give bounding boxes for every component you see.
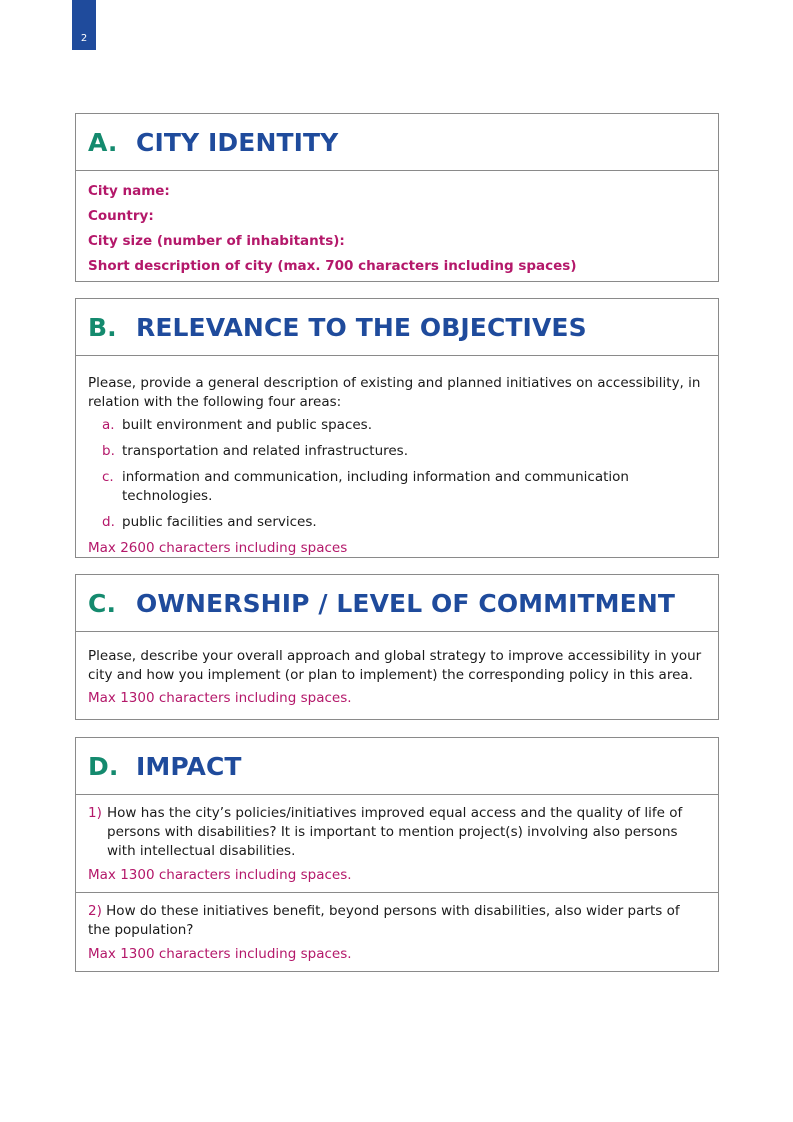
section-a-header <box>76 114 718 171</box>
section-a-letter: A. <box>88 127 118 157</box>
list-text: built environment and public spaces. <box>122 417 373 433</box>
section-b-title: RELEVANCE TO THE OBJECTIVES <box>136 312 587 342</box>
section-d-header <box>76 738 718 795</box>
section-c-title: OWNERSHIP / LEVEL OF COMMITMENT <box>136 588 676 618</box>
section-c-box <box>75 574 719 720</box>
section-a-title: CITY IDENTITY <box>136 127 339 157</box>
list-item <box>88 416 706 435</box>
list-item <box>88 513 706 532</box>
list-text: transportation and related infrastructures. <box>122 443 409 459</box>
section-c-letter: C. <box>88 588 117 618</box>
list-item <box>88 442 706 461</box>
list-marker: d. <box>102 514 115 530</box>
field-city-size: City size (number of inhabitants): <box>88 233 345 249</box>
list-text: information and communication, including information and communication technologies. <box>122 469 629 504</box>
question-1-row <box>88 804 706 861</box>
section-d-title: IMPACT <box>136 751 242 781</box>
section-d-box <box>75 737 719 972</box>
section-b-body <box>76 356 718 558</box>
question-2 <box>76 892 718 964</box>
field-city-description: Short description of city (max. 700 characters including spaces) <box>88 258 577 274</box>
question-2-text: How do these initiatives benefit, beyond persons with disabilities, also wider parts of the population? <box>88 903 680 938</box>
section-a-box <box>75 113 719 282</box>
page-number-tab <box>72 0 96 50</box>
question-2-row <box>88 902 706 940</box>
question-2-limit: Max 1300 characters including spaces. <box>88 946 352 962</box>
list-text: public facilities and services. <box>122 514 317 530</box>
page-number: 2 <box>80 33 88 44</box>
field-city-name: City name: <box>88 183 170 199</box>
section-d-letter: D. <box>88 751 119 781</box>
section-b-header <box>76 299 718 356</box>
question-2-number: 2) <box>88 903 102 919</box>
question-1-limit: Max 1300 characters including spaces. <box>88 867 352 883</box>
question-1-number: 1) <box>88 805 102 821</box>
field-country: Country: <box>88 208 154 224</box>
list-marker: a. <box>102 417 115 433</box>
section-b-intro: Please, provide a general description of existing and planned initiatives on accessibility, in relation with the following four areas: <box>88 375 701 410</box>
section-a-body <box>76 171 718 279</box>
list-item <box>88 468 706 506</box>
question-1 <box>76 795 718 892</box>
list-marker: b. <box>102 443 115 459</box>
section-c-limit: Max 1300 characters including spaces. <box>88 690 352 706</box>
question-1-text: How has the city’s policies/initiatives improved equal access and the quality of life of persons with disabilities? It is important to mention project(s) involving also persons with intellectual disabilities. <box>107 805 683 859</box>
section-c-header <box>76 575 718 632</box>
section-b-list <box>88 416 706 532</box>
section-b-letter: B. <box>88 312 117 342</box>
list-marker: c. <box>102 469 114 485</box>
section-b-box <box>75 298 719 558</box>
section-c-intro: Please, describe your overall approach and global strategy to improve accessibility in your city and how you implement (or plan to implement) the corresponding policy in this area. <box>88 648 702 683</box>
section-c-body <box>76 632 718 708</box>
section-b-limit: Max 2600 characters including spaces <box>88 540 348 556</box>
